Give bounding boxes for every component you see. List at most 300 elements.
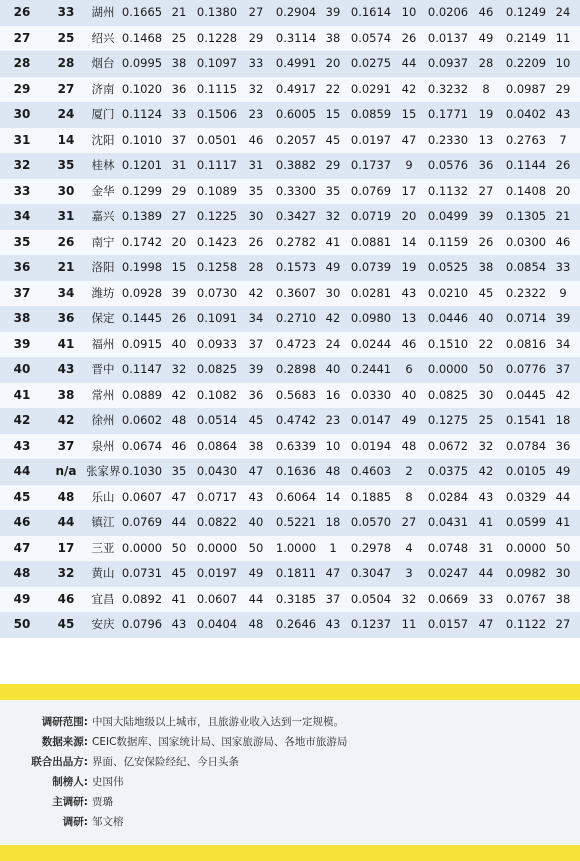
rank-cell: 27 xyxy=(13,30,31,45)
metric-cell: 40 xyxy=(325,362,341,376)
metric-cell: 0.1132 xyxy=(427,183,469,198)
metric-cell: 41 xyxy=(555,515,571,529)
metric-cell: 46 xyxy=(171,438,187,453)
metric-cell: 0.1408 xyxy=(505,183,547,198)
metric-cell: 0.0445 xyxy=(505,387,547,402)
table-row xyxy=(0,77,580,103)
metric-cell: 0.0889 xyxy=(121,387,163,402)
city-cell: 保定 xyxy=(91,311,115,325)
metric-cell: 0.3232 xyxy=(427,81,469,96)
table-row xyxy=(0,281,580,307)
metric-cell: 2 xyxy=(405,464,413,478)
footer-line xyxy=(0,814,580,834)
prev-rank-cell: 31 xyxy=(57,209,75,223)
metric-cell: 0.0329 xyxy=(505,489,547,504)
rank-cell: 31 xyxy=(13,132,31,147)
metric-cell: 14 xyxy=(325,489,341,504)
metric-cell: 0.3607 xyxy=(275,285,317,300)
prev-rank-cell: 33 xyxy=(57,5,75,19)
metric-cell: 0.1468 xyxy=(121,30,163,45)
metric-cell: 29 xyxy=(171,183,187,198)
rank-cell: 38 xyxy=(13,311,31,325)
metric-cell: 0.0864 xyxy=(196,438,238,453)
metric-cell: 31 xyxy=(171,158,187,172)
metric-cell: 43 xyxy=(401,285,417,300)
prev-rank-cell: 14 xyxy=(57,132,75,147)
metric-cell: 38 xyxy=(248,438,264,453)
metric-cell: 11 xyxy=(401,617,417,631)
metric-cell: 10 xyxy=(401,5,417,19)
city-cell: 金华 xyxy=(91,183,115,198)
rank-cell: 33 xyxy=(13,183,31,198)
metric-cell: 0.0504 xyxy=(350,591,392,606)
prev-rank-cell: 38 xyxy=(57,387,75,402)
table-row xyxy=(0,408,580,434)
metric-cell: 0.0194 xyxy=(350,438,392,453)
city-cell: 泉州 xyxy=(91,438,115,453)
metric-cell: 27 xyxy=(555,617,571,631)
metric-cell: 17 xyxy=(401,183,417,198)
metric-cell: 0.0210 xyxy=(427,285,469,300)
metric-cell: 0.0281 xyxy=(350,285,392,300)
metric-cell: 36 xyxy=(555,438,571,453)
metric-cell: 0.0928 xyxy=(121,285,163,300)
metric-cell: 0.0717 xyxy=(196,489,238,504)
metric-cell: 0.0284 xyxy=(427,489,469,504)
metric-cell: 0.1573 xyxy=(275,260,317,274)
metric-cell: 0.4991 xyxy=(275,56,317,70)
metric-cell: 18 xyxy=(325,515,341,529)
rank-cell: 26 xyxy=(13,5,31,19)
metric-cell: 20 xyxy=(555,183,571,198)
metric-cell: 9 xyxy=(405,158,413,172)
metric-cell: 40 xyxy=(248,515,264,529)
metric-cell: 0.1380 xyxy=(196,5,238,19)
metric-cell: 0.0602 xyxy=(121,413,163,427)
metric-cell: 42 xyxy=(248,285,264,300)
metric-cell: 0.0933 xyxy=(196,336,238,351)
table-row xyxy=(0,51,580,77)
prev-rank-cell: 43 xyxy=(57,362,75,376)
metric-cell: 21 xyxy=(555,209,571,223)
metric-cell: 0.0607 xyxy=(196,591,238,606)
metric-cell: 0.0980 xyxy=(350,311,392,325)
metric-cell: 0.1020 xyxy=(121,81,163,96)
city-cell: 桂林 xyxy=(91,158,115,172)
metric-cell: 39 xyxy=(171,285,187,300)
metric-cell: 0.0669 xyxy=(427,591,469,606)
metric-cell: 1 xyxy=(329,540,337,555)
city-cell: 晋中 xyxy=(91,362,115,376)
metric-cell: 0.0291 xyxy=(350,81,392,96)
metric-cell: 0.4723 xyxy=(275,336,317,351)
metric-cell: 46 xyxy=(401,336,417,351)
metric-cell: 15 xyxy=(325,107,341,121)
metric-cell: 0.0000 xyxy=(505,540,547,555)
footer-label: 主调研: xyxy=(52,796,88,808)
metric-cell: 0.0915 xyxy=(121,336,163,351)
metric-cell: 47 xyxy=(478,617,494,631)
metric-cell: 0.0995 xyxy=(121,56,163,70)
table-row xyxy=(0,306,580,332)
metric-cell: 11 xyxy=(555,30,571,45)
metric-cell: 0.3427 xyxy=(275,209,317,223)
prev-rank-cell: 30 xyxy=(57,183,75,198)
metric-cell: 43 xyxy=(325,617,341,631)
rank-cell: 45 xyxy=(13,489,31,504)
metric-cell: 0.0576 xyxy=(427,158,469,172)
table-row xyxy=(0,128,580,154)
metric-cell: 26 xyxy=(555,158,571,172)
city-cell: 南宁 xyxy=(91,234,115,249)
metric-cell: 41 xyxy=(325,234,341,249)
metric-cell: 0.0937 xyxy=(427,56,469,70)
footer-label: 制榜人: xyxy=(52,776,88,788)
rank-cell: 37 xyxy=(13,285,31,300)
metric-cell: 0.2322 xyxy=(505,285,547,300)
metric-cell: 0.2904 xyxy=(275,5,317,19)
metric-cell: 32 xyxy=(325,209,341,223)
metric-cell: 0.5683 xyxy=(275,387,317,402)
metric-cell: 0.2646 xyxy=(275,617,317,631)
metric-cell: 44 xyxy=(555,489,571,504)
metric-cell: 0.0514 xyxy=(196,413,238,427)
rank-cell: 36 xyxy=(13,260,31,274)
metric-cell: 29 xyxy=(555,81,571,96)
table-row xyxy=(0,204,580,230)
metric-cell: 0.0739 xyxy=(350,260,392,274)
metric-cell: 0.0767 xyxy=(505,591,547,606)
table-row xyxy=(0,612,580,638)
metric-cell: 0.0197 xyxy=(350,132,392,147)
metric-cell: 49 xyxy=(248,566,264,580)
metric-cell: 0.0982 xyxy=(505,566,547,580)
metric-cell: 45 xyxy=(171,566,187,580)
metric-cell: 0.4742 xyxy=(275,413,317,427)
metric-cell: 29 xyxy=(248,30,264,45)
metric-cell: 38 xyxy=(171,56,187,70)
metric-cell: 0.1811 xyxy=(275,566,317,580)
table-row xyxy=(0,0,580,26)
metric-cell: 0.6339 xyxy=(275,438,317,453)
prev-rank-cell: 28 xyxy=(57,56,75,70)
table-row xyxy=(0,102,580,128)
metric-cell: 0.1115 xyxy=(196,81,238,96)
metric-cell: 0.0714 xyxy=(505,311,547,325)
rank-cell: 40 xyxy=(13,362,31,376)
footer-line xyxy=(0,774,580,794)
metric-cell: 0.0300 xyxy=(505,234,547,249)
metric-cell: 0.2898 xyxy=(275,362,317,376)
yellow-divider-bottom xyxy=(0,845,580,861)
metric-cell: 33 xyxy=(555,260,571,274)
city-cell: 洛阳 xyxy=(91,260,115,274)
metric-cell: 0.1737 xyxy=(350,158,392,172)
metric-cell: 0.6064 xyxy=(275,489,317,504)
metric-cell: 47 xyxy=(171,489,187,504)
metric-cell: 48 xyxy=(325,464,341,478)
metric-cell: 0.1305 xyxy=(505,209,547,223)
metric-cell: 48 xyxy=(401,438,417,453)
metric-cell: 36 xyxy=(248,387,264,402)
table-row xyxy=(0,179,580,205)
rank-cell: 47 xyxy=(13,540,31,555)
metric-cell: 26 xyxy=(478,234,494,249)
metric-cell: 15 xyxy=(401,107,417,121)
metric-cell: 16 xyxy=(325,387,341,402)
city-cell: 福州 xyxy=(91,336,115,351)
metric-cell: 25 xyxy=(478,413,494,427)
metric-cell: 30 xyxy=(325,285,341,300)
rank-cell: 46 xyxy=(13,515,31,529)
metric-cell: 0.0501 xyxy=(196,132,238,147)
metric-cell: 0.0674 xyxy=(121,438,163,453)
table-row xyxy=(0,485,580,511)
metric-cell: 8 xyxy=(482,81,490,96)
metric-cell: 0.0796 xyxy=(121,617,163,631)
metric-cell: 27 xyxy=(401,515,417,529)
prev-rank-cell: 42 xyxy=(57,413,75,427)
city-cell: 三亚 xyxy=(91,540,115,555)
metric-cell: 0.1299 xyxy=(121,183,163,198)
metric-cell: 8 xyxy=(405,489,413,504)
table-row xyxy=(0,255,580,281)
metric-cell: 0.1117 xyxy=(196,158,238,172)
metric-cell: 15 xyxy=(171,260,187,274)
metric-cell: 1.0000 xyxy=(275,540,317,555)
metric-cell: 10 xyxy=(555,56,571,70)
metric-cell: 0.0748 xyxy=(427,540,469,555)
city-cell: 徐州 xyxy=(91,413,115,427)
prev-rank-cell: 17 xyxy=(57,540,75,555)
metric-cell: 0.0769 xyxy=(350,183,392,198)
metric-cell: 27 xyxy=(478,183,494,198)
metric-cell: 0.1665 xyxy=(121,5,163,19)
table-row xyxy=(0,459,580,485)
metric-cell: 0.0859 xyxy=(350,107,392,121)
metric-cell: 24 xyxy=(555,5,571,19)
city-cell: 沈阳 xyxy=(91,132,115,147)
prev-rank-cell: 36 xyxy=(57,311,75,325)
metric-cell: 0.0825 xyxy=(427,387,469,402)
metric-cell: 0.0881 xyxy=(350,234,392,249)
metric-cell: 0.1124 xyxy=(121,107,163,121)
metric-cell: 45 xyxy=(248,413,264,427)
metric-cell: 0.1445 xyxy=(121,311,163,325)
metric-cell: 42 xyxy=(478,464,494,478)
metric-cell: 35 xyxy=(171,464,187,478)
rank-cell: 29 xyxy=(13,81,31,96)
metric-cell: 0.0430 xyxy=(196,464,238,478)
metric-cell: 0.0247 xyxy=(427,566,469,580)
city-cell: 黄山 xyxy=(91,566,115,580)
table-row xyxy=(0,26,580,52)
metric-cell: 41 xyxy=(171,591,187,606)
metric-cell: 0.1275 xyxy=(427,413,469,427)
metric-cell: 47 xyxy=(401,132,417,147)
prev-rank-cell: 44 xyxy=(57,515,75,529)
metric-cell: 48 xyxy=(248,617,264,631)
metric-cell: 27 xyxy=(248,5,264,19)
rank-cell: 32 xyxy=(13,158,31,172)
metric-cell: 0.6005 xyxy=(275,107,317,121)
rank-cell: 43 xyxy=(13,438,31,453)
metric-cell: 0.1237 xyxy=(350,617,392,631)
rank-cell: 35 xyxy=(13,234,31,249)
metric-cell: 20 xyxy=(325,56,341,70)
prev-rank-cell: 45 xyxy=(57,617,75,631)
metric-cell: 43 xyxy=(171,617,187,631)
metric-cell: 0.1742 xyxy=(121,234,163,249)
footer-line xyxy=(0,794,580,814)
metric-cell: 0.0105 xyxy=(505,464,547,478)
footer-value: 邹文榕 xyxy=(92,816,124,828)
table-row xyxy=(0,434,580,460)
metric-cell: 32 xyxy=(478,438,494,453)
metric-cell: 0.0731 xyxy=(121,566,163,580)
metric-cell: 47 xyxy=(248,464,264,478)
table-row xyxy=(0,153,580,179)
footer-value: 界面、亿安保险经纪、今日头条 xyxy=(92,756,239,768)
metric-cell: 0.0987 xyxy=(505,81,547,96)
footer-line xyxy=(0,734,580,754)
rank-cell: 48 xyxy=(13,566,31,580)
metric-cell: 0.3185 xyxy=(275,591,317,606)
metric-cell: 0.2763 xyxy=(505,132,547,147)
table-row xyxy=(0,383,580,409)
metric-cell: 24 xyxy=(325,336,341,351)
metric-cell: 0.0000 xyxy=(121,540,163,555)
metric-cell: 31 xyxy=(478,540,494,555)
metric-cell: 0.0000 xyxy=(427,362,469,376)
metric-cell: 0.1030 xyxy=(121,464,163,478)
metric-cell: 0.0719 xyxy=(350,209,392,223)
metric-cell: 0.2057 xyxy=(275,132,317,147)
metric-cell: 33 xyxy=(171,107,187,121)
table-row xyxy=(0,357,580,383)
metric-cell: 0.0330 xyxy=(350,387,392,402)
metric-cell: 0.4917 xyxy=(275,81,317,96)
metric-cell: 18 xyxy=(555,413,571,427)
prev-rank-cell: 46 xyxy=(57,591,75,606)
metric-cell: 0.1636 xyxy=(275,464,317,478)
metric-cell: 0.2209 xyxy=(505,56,547,70)
table-row xyxy=(0,536,580,562)
metric-cell: 0.2441 xyxy=(350,362,392,376)
metric-cell: 47 xyxy=(325,566,341,580)
prev-rank-cell: 26 xyxy=(57,234,75,249)
metric-cell: 0.1228 xyxy=(196,30,238,45)
metric-cell: 0.1506 xyxy=(196,107,238,121)
rank-cell: 30 xyxy=(13,107,31,121)
metric-cell: 44 xyxy=(171,515,187,529)
metric-cell: 0.3882 xyxy=(275,158,317,172)
metric-cell: 0.0769 xyxy=(121,515,163,529)
footer-value: 史国伟 xyxy=(92,776,124,788)
metric-cell: 32 xyxy=(171,362,187,376)
metric-cell: 0.1097 xyxy=(196,56,238,70)
metric-cell: 0.0206 xyxy=(427,5,469,19)
metric-cell: 0.0499 xyxy=(427,209,469,223)
metric-cell: 23 xyxy=(248,107,264,121)
metric-cell: 50 xyxy=(478,362,494,376)
metric-cell: 0.1122 xyxy=(505,617,547,631)
metric-cell: 38 xyxy=(478,260,494,274)
city-cell: 安庆 xyxy=(91,617,115,631)
metric-cell: 0.0730 xyxy=(196,285,238,300)
city-cell: 镇江 xyxy=(91,515,115,529)
metric-cell: 32 xyxy=(401,591,417,606)
metric-cell: 28 xyxy=(478,56,494,70)
metric-cell: 43 xyxy=(478,489,494,504)
metric-cell: 19 xyxy=(478,107,494,121)
metric-cell: 30 xyxy=(478,387,494,402)
metric-cell: 0.0892 xyxy=(121,591,163,606)
metric-cell: 0.2978 xyxy=(350,540,392,555)
metric-cell: 0.1389 xyxy=(121,209,163,223)
metric-cell: 35 xyxy=(325,183,341,198)
metric-cell: 0.0776 xyxy=(505,362,547,376)
metric-cell: 37 xyxy=(171,132,187,147)
city-cell: 绍兴 xyxy=(91,30,115,45)
city-cell: 宜昌 xyxy=(91,591,115,606)
metric-cell: 49 xyxy=(555,464,571,478)
metric-cell: 31 xyxy=(248,158,264,172)
prev-rank-cell: 24 xyxy=(57,107,75,121)
metric-cell: 42 xyxy=(325,311,341,325)
metric-cell: 22 xyxy=(478,336,494,351)
metric-cell: 0.0137 xyxy=(427,30,469,45)
metric-cell: 50 xyxy=(555,540,571,555)
city-cell: 烟台 xyxy=(91,56,115,70)
rank-cell: 42 xyxy=(13,413,31,427)
city-cell: 乐山 xyxy=(91,489,115,504)
metric-cell: 0.1225 xyxy=(196,209,238,223)
metric-cell: 40 xyxy=(401,387,417,402)
metric-cell: 0.0816 xyxy=(505,336,547,351)
footer-line xyxy=(0,754,580,774)
metric-cell: 20 xyxy=(401,209,417,223)
metric-cell: 0.5221 xyxy=(275,515,317,529)
footer-value: 中国大陆地级以上城市，且旅游业收入达到一定规模。 xyxy=(92,716,344,728)
metric-cell: 44 xyxy=(478,566,494,580)
metric-cell: 0.0854 xyxy=(505,260,547,274)
city-cell: 济南 xyxy=(91,81,115,96)
metric-cell: 0.0607 xyxy=(121,489,163,504)
metric-cell: 0.0672 xyxy=(427,438,469,453)
metric-cell: 0.0822 xyxy=(196,515,238,529)
footer-label: 调研: xyxy=(62,816,88,828)
metric-cell: 10 xyxy=(325,438,341,453)
metric-cell: 23 xyxy=(325,413,341,427)
metric-cell: 50 xyxy=(171,540,187,555)
metric-cell: 33 xyxy=(248,56,264,70)
table-row xyxy=(0,510,580,536)
metric-cell: 0.0574 xyxy=(350,30,392,45)
metric-cell: 22 xyxy=(325,81,341,96)
metric-cell: 39 xyxy=(325,5,341,19)
footer-value: 贾璐 xyxy=(92,796,113,808)
metric-cell: 0.1201 xyxy=(121,158,163,172)
metric-cell: 33 xyxy=(478,591,494,606)
metric-cell: 45 xyxy=(478,285,494,300)
metric-cell: 0.0000 xyxy=(196,540,238,555)
metric-cell: 43 xyxy=(555,107,571,121)
metric-cell: 0.2149 xyxy=(505,30,547,45)
prev-rank-cell: 48 xyxy=(57,489,75,504)
metric-cell: 7 xyxy=(559,132,567,147)
metric-cell: 36 xyxy=(171,81,187,96)
